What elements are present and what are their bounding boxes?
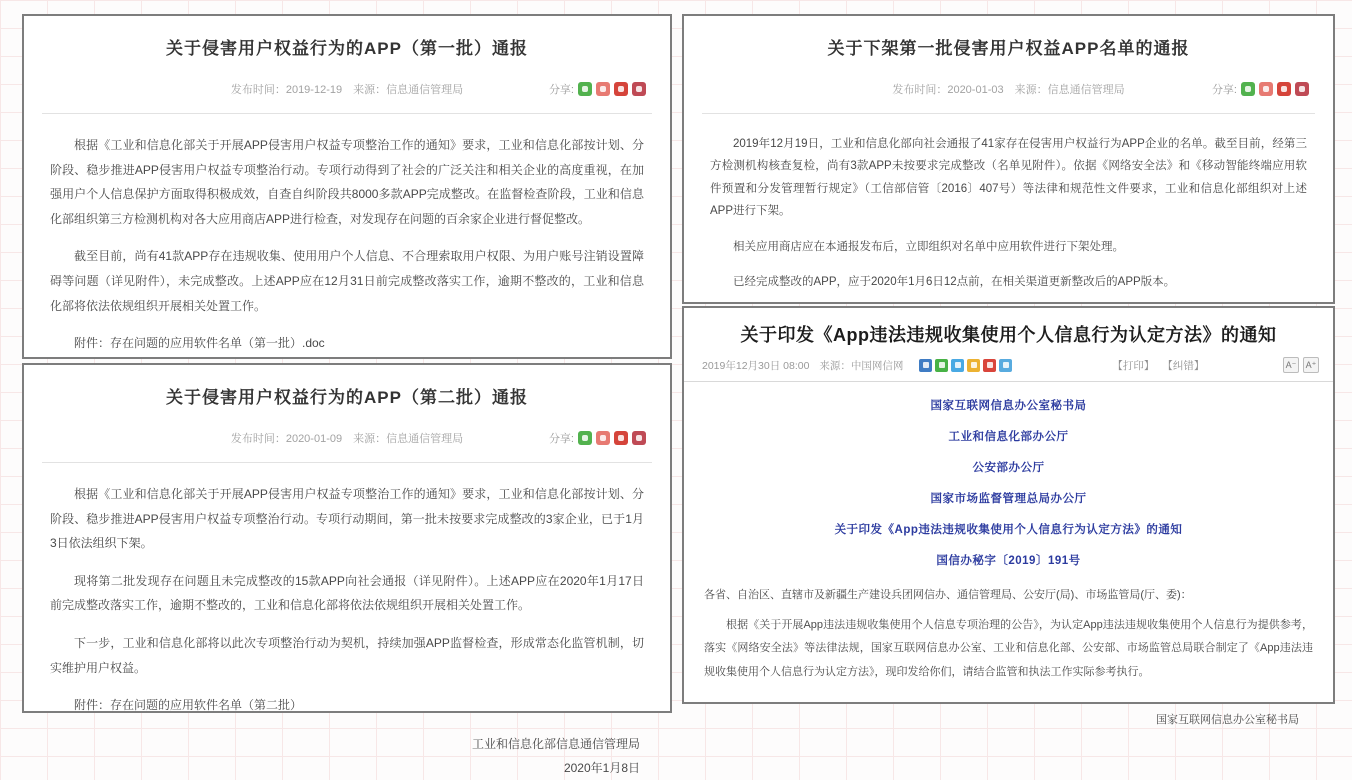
page-title: 关于侵害用户权益行为的APP（第二批）通报: [166, 388, 528, 407]
agency-line: 国家市场监督管理总局办公厅: [930, 493, 1087, 505]
notice-miit-batch2: [22, 363, 672, 775]
issuing-agencies: [684, 397, 1333, 568]
paragraph: 根据《工业和信息化部关于开展APP侵害用户权益专项整治工作的通知》要求，工业和信息化部按计划、分阶段、稳步推进APP侵害用户权益专项整治行动。专项行动得到了社会的广泛关注和相关企业的高度重视，在加强用户个人信息保护方面取得积极成效，自查自纠阶段共8000多款APP完成整改。在监督检查阶段，工业和信息化部组织第三方检测机构对各大应用商店APP进行检查，对发现存在问题的百余家企业进行督促整改。: [50, 138, 644, 226]
salutation: 各省、自治区、直辖市及新疆生产建设兵团网信办、通信管理局、公安厅(局)、市场监管局(厅、委)：: [704, 589, 1192, 601]
source-label: 来源：中国网信网: [819, 359, 904, 372]
signature-block: [24, 732, 640, 780]
signature-block: [684, 711, 1299, 727]
notice-body: [24, 463, 670, 718]
share-bar: [919, 359, 1012, 372]
meta-row: [702, 357, 1319, 373]
source-label: 来源：信息通信管理局: [1014, 84, 1125, 96]
weibo-share-icon[interactable]: [596, 82, 610, 96]
paragraph: 截至目前，尚有41款APP存在违规收集、使用用户个人信息、不合理索取用户权限、为用户账号注销设置障碍等问题（详见附件），未完成整改。上述APP应在12月31日前完成整改落实工作，逾期不整改的，工业和信息化部将依法依规组织开展相关处置工作。: [50, 249, 644, 313]
font-smaller-button[interactable]: A⁻: [1283, 357, 1299, 373]
wechat-share-icon[interactable]: [1241, 82, 1255, 96]
share-label: 分享:: [548, 433, 574, 445]
source-label: 来源：信息通信管理局: [353, 433, 464, 445]
wechat-share-icon[interactable]: [578, 82, 592, 96]
source-label: 来源：信息通信管理局: [353, 84, 464, 96]
notice-body: [24, 114, 670, 356]
paragraph: 根据《关于开展App违法违规收集使用个人信息专项治理的公告》，为认定App违法违规收集使用个人信息行为提供参考，落实《网络安全法》等法律法规，国家互联网信息办公室、工业和信息化部、公安部、市场监管总局联合制定了《App违法违规收集使用个人信息行为认定方法》，现印发给你们，请结合监管和执法工作实际参考执行。: [704, 618, 1313, 678]
doc-subject-line: 关于印发《App违法违规收集使用个人信息行为认定方法》的通知: [834, 524, 1183, 536]
meta-row: [684, 81, 1333, 101]
signer: 国家互联网信息办公室秘书局: [1156, 713, 1299, 726]
notice-body: [684, 568, 1333, 685]
paragraph: 相关应用商店应在本通报发布后，立即组织对名单中应用软件进行下架处理。: [733, 240, 1124, 253]
qzone-share-icon[interactable]: [919, 359, 932, 372]
qq-share-icon[interactable]: [614, 431, 628, 445]
qzone-share-icon[interactable]: [1295, 82, 1309, 96]
notice-cac-method: [682, 306, 1335, 726]
doc-number-line: 国信办秘字〔2019〕191号: [936, 555, 1081, 567]
meta-row: [24, 81, 670, 101]
wechat-share-icon[interactable]: [935, 359, 948, 372]
paragraph: 下一步，工业和信息化部将以此次专项整治行动为契机，持续加强APP监督检查，形成常态化监管机制，切实维护用户权益。: [50, 635, 644, 675]
weibo-share-icon[interactable]: [596, 431, 610, 445]
agency-line: 国家互联网信息办公室秘书局: [930, 400, 1087, 412]
publish-info: [888, 84, 1128, 96]
share-label: 分享:: [548, 84, 574, 96]
font-larger-button[interactable]: A⁺: [1303, 357, 1319, 373]
publish-info: [227, 84, 467, 96]
paragraph: 现将第二批发现存在问题且未完成整改的15款APP向社会通报（详见附件）。上述APP应在2020年1月17日前完成整改落实工作，逾期不整改的，工业和信息化部将依法依规组织开展相关处置工作。: [50, 573, 644, 613]
qzone-share-icon[interactable]: [632, 431, 646, 445]
divider: [684, 381, 1333, 382]
publish-info: [227, 433, 467, 445]
notice-miit-batch1: [22, 14, 672, 359]
publish-time: 2019年12月30日 08:00: [702, 359, 810, 372]
page-title: 关于印发《App违法违规收集使用个人信息行为认定方法》的通知: [740, 325, 1277, 345]
qq-share-icon[interactable]: [614, 82, 628, 96]
attachment-line: 附件：存在问题的应用软件名单（第一批）.doc: [74, 336, 325, 351]
sign-date: 2020年1月8日: [563, 760, 640, 775]
page-tools: [1112, 358, 1204, 373]
qzone-share-icon[interactable]: [632, 82, 646, 96]
attachment-line: 附件：存在问题的应用软件名单（第二批）: [74, 698, 303, 713]
paragraph: 根据《工业和信息化部关于开展APP侵害用户权益专项整治工作的通知》要求，工业和信息化部按计划、分阶段、稳步推进APP侵害用户权益专项整治行动。专项行动期间，第一批未按要求完成整改的3家企业，已于1月3日依法组织下架。: [50, 487, 644, 551]
signer: 工业和信息化部信息通信管理局: [471, 736, 640, 751]
paragraph: 2019年12月19日，工业和信息化部向社会通报了41家存在侵害用户权益行为APP企业的名单。截至目前，经第三方检测机构核查复检，尚有3款APP未按要求完成整改（名单见附件）。依据《网络安全法》和《移动智能终端应用软件预置和分发管理暂行规定》（工信部信管〔2016〕407号）等法律和规范性文件要求，工业和信息化部组织对上述APP进行下架。: [710, 138, 1307, 218]
publish-time: 发布时间：2019-12-19: [230, 84, 343, 96]
meta-row: [24, 430, 670, 450]
page-title: 关于下架第一批侵害用户权益APP名单的通报: [827, 39, 1190, 58]
share-bar: [549, 430, 646, 446]
print-button[interactable]: 【打印】: [1112, 359, 1155, 372]
agency-line: 公安部办公厅: [972, 462, 1045, 474]
notice-miit-takedown: [682, 14, 1335, 304]
page-title: 关于侵害用户权益行为的APP（第一批）通报: [166, 39, 528, 58]
qq-share-icon[interactable]: [1277, 82, 1291, 96]
more-share-icon[interactable]: [999, 359, 1012, 372]
publish-time: 发布时间：2020-01-03: [892, 84, 1004, 96]
error-report-button[interactable]: 【纠错】: [1162, 359, 1205, 372]
font-size-controls: [1283, 357, 1319, 373]
agency-line: 工业和信息化部办公厅: [948, 431, 1069, 443]
paragraph: 已经完成整改的APP，应于2020年1月6日12点前，在相关渠道更新整改后的APP版本。: [733, 276, 1176, 289]
qq-share-icon[interactable]: [983, 359, 996, 372]
share-bar: [549, 81, 646, 97]
wechat-share-icon[interactable]: [578, 431, 592, 445]
notice-body: [684, 114, 1333, 329]
weibo-share-icon[interactable]: [951, 359, 964, 372]
publish-time: 发布时间：2020-01-09: [230, 433, 343, 445]
renren-share-icon[interactable]: [967, 359, 980, 372]
weibo-share-icon[interactable]: [1259, 82, 1273, 96]
share-label: 分享:: [1211, 84, 1237, 96]
share-bar: [1212, 81, 1309, 97]
